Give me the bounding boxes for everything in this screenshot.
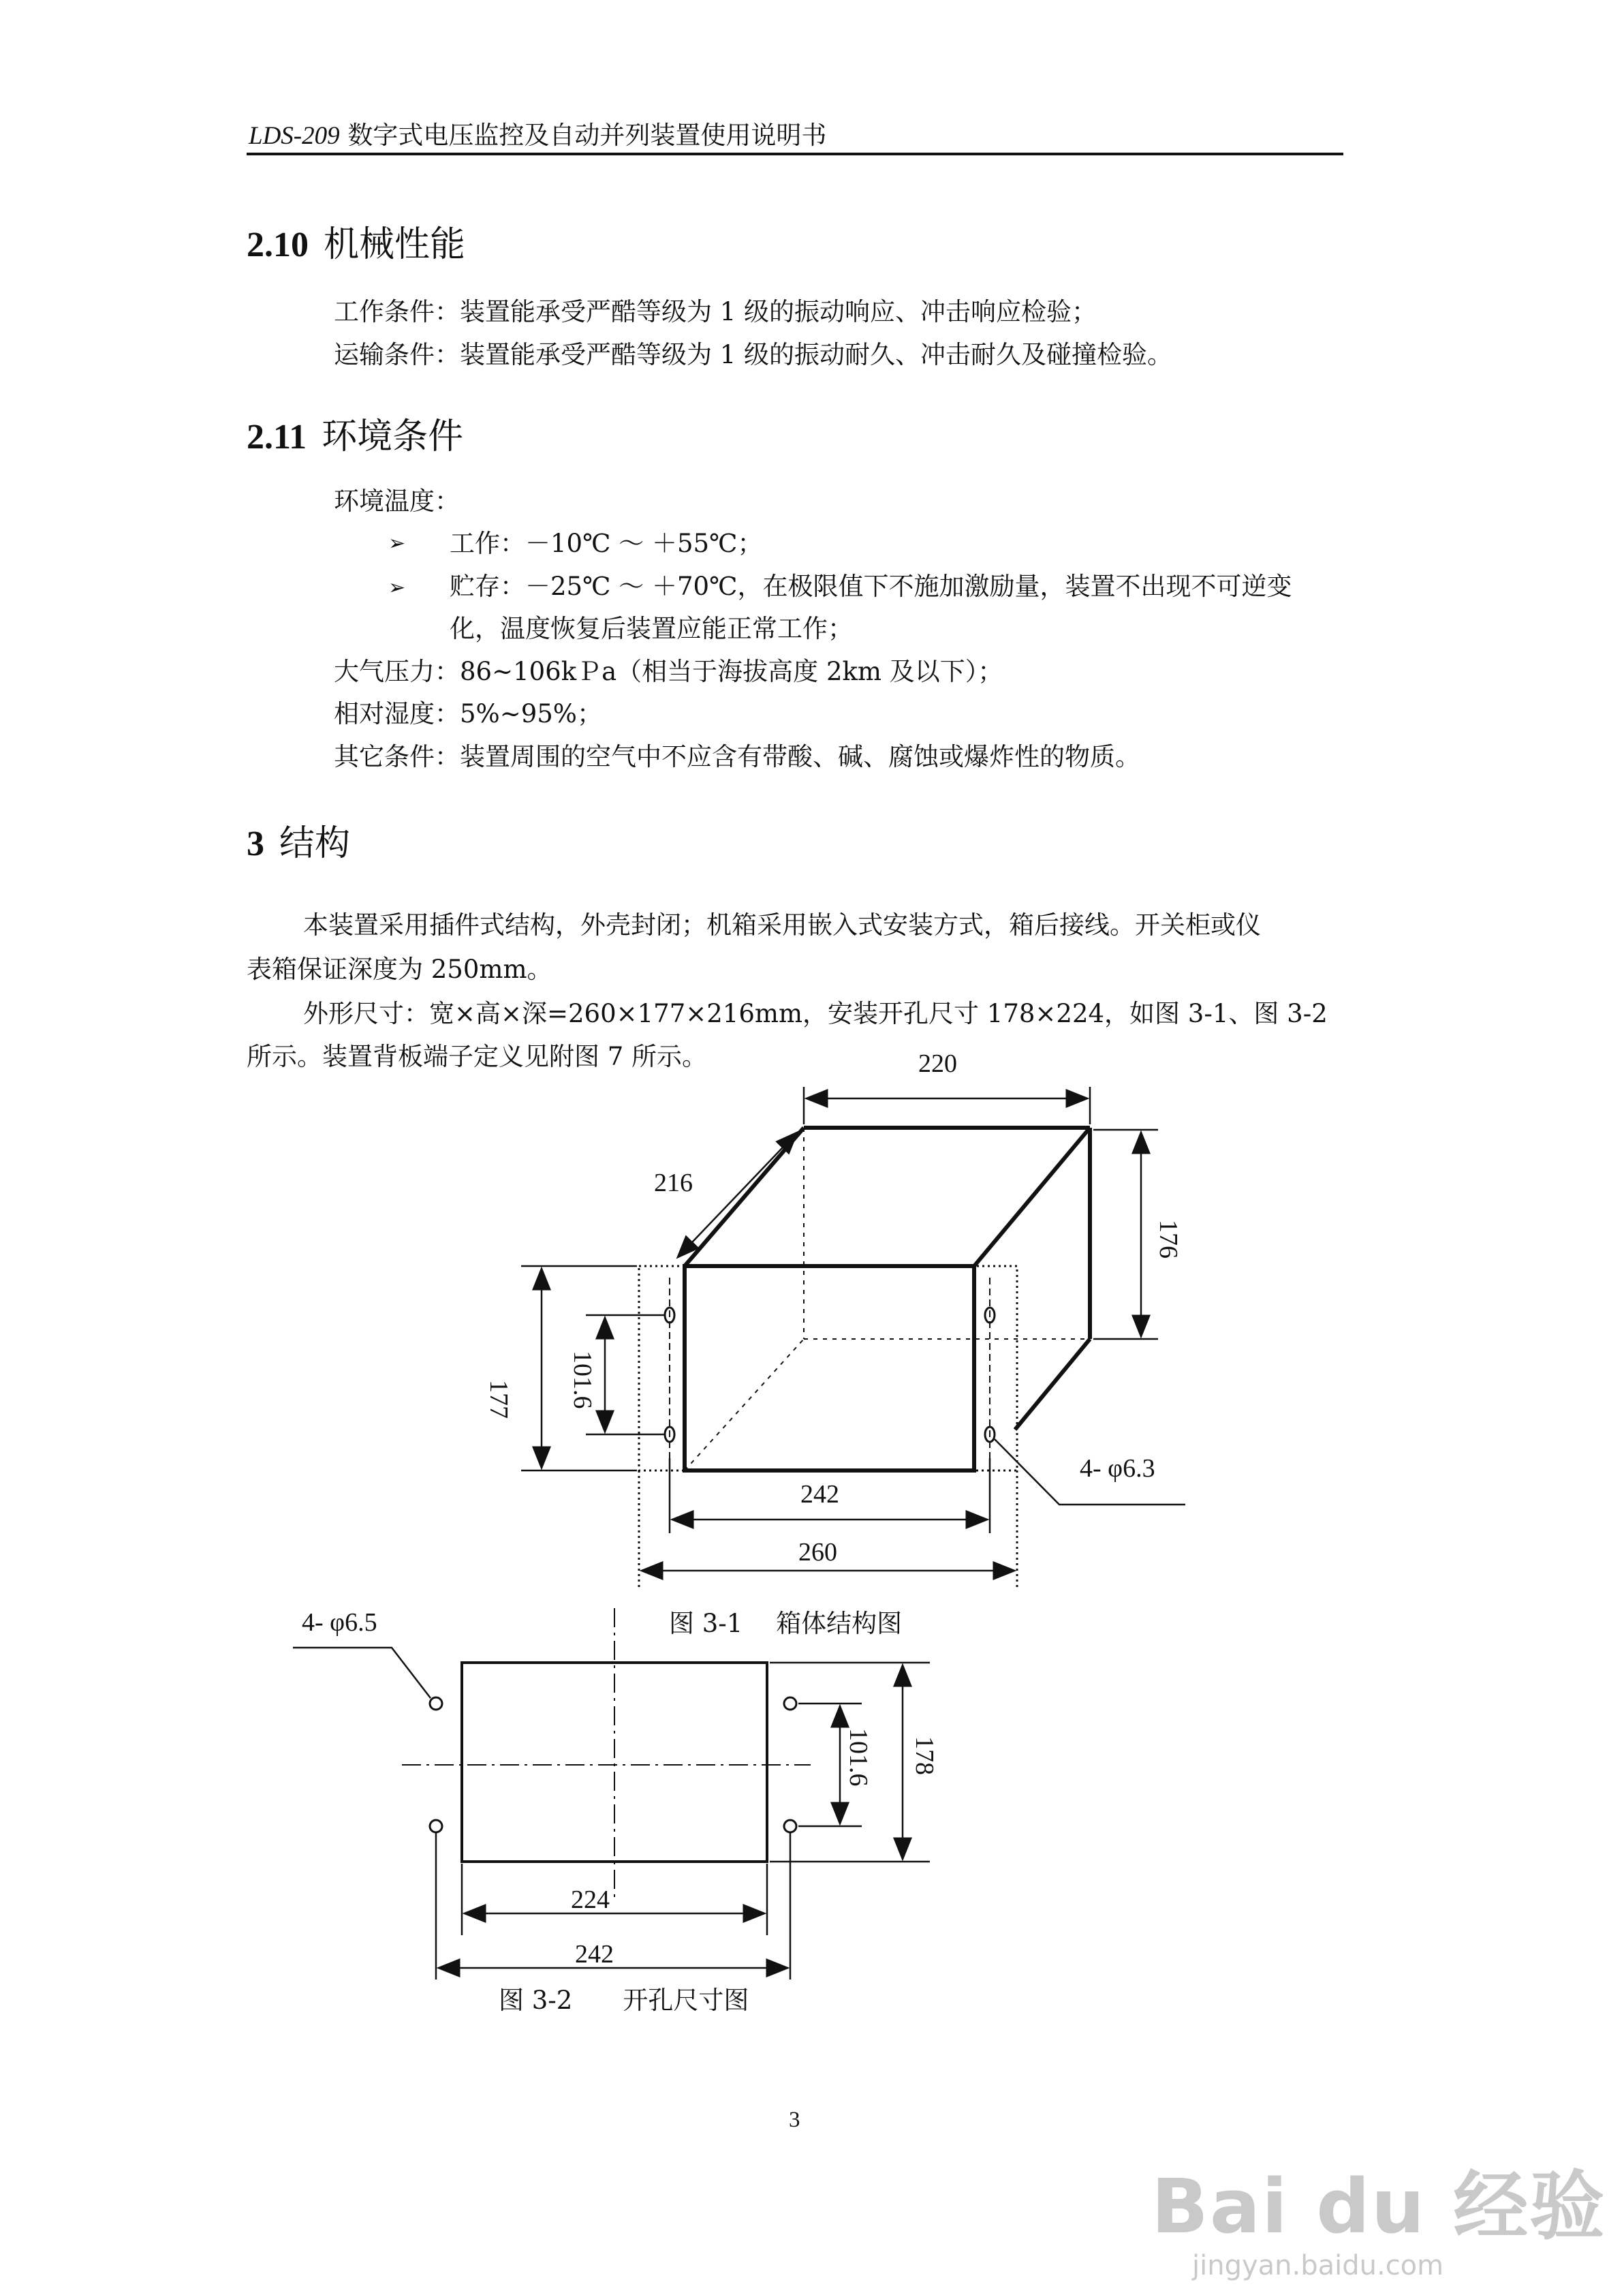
working-condition-line: 工作条件：装置能承受严酷等级为 1 级的振动响应、冲击响应检验； xyxy=(334,297,1097,326)
dimensions-paragraph-line-1: 外形尺寸：宽×高×深=260×177×216mm，安装开孔尺寸 178×224，如图 3-1、图 3-2 xyxy=(303,999,1328,1028)
dim-line-216 xyxy=(678,1133,797,1257)
box-front-face xyxy=(685,1266,974,1470)
baidu-jingyan-watermark xyxy=(1151,2146,1606,2281)
header-model: LDS-209 xyxy=(249,122,340,150)
box-hidden-edges xyxy=(685,1128,1090,1470)
structure-paragraph-line-2: 表箱保证深度为 250mm。 xyxy=(247,955,552,984)
dim-101-6-fig2-label: 101.6 xyxy=(844,1728,873,1787)
watermark-url: jingyan.baidu.com xyxy=(1192,2250,1444,2281)
dim-224-label: 224 xyxy=(571,1885,610,1914)
box-edge-bottom-right xyxy=(1015,1339,1090,1430)
hole-leader-fig2 xyxy=(293,1648,431,1698)
hole-label-fig1: 4- φ6.3 xyxy=(1080,1454,1155,1483)
structure-paragraph-line-1: 本装置采用插件式结构，外壳封闭；机箱采用嵌入式安装方式，箱后接线。开关柜或仪 xyxy=(303,910,1261,940)
section-2-10-title: 机械性能 xyxy=(324,224,466,265)
dim-220-label: 220 xyxy=(918,1049,957,1078)
dim-178-label: 178 xyxy=(910,1736,939,1775)
relative-humidity-line: 相对湿度：5%~95%； xyxy=(334,699,602,728)
header-title-text: 数字式电压监控及自动并列装置使用说明书 xyxy=(339,121,827,150)
dimensions-paragraph-line-2: 所示。装置背板端子定义见附图 7 所示。 xyxy=(247,1042,708,1071)
atmospheric-pressure-line: 大气压力：86~106kＰa（相当于海拔高度 2km 及以下）； xyxy=(334,657,1003,686)
section-2-11-title: 环境条件 xyxy=(322,416,464,457)
section-3-title: 结构 xyxy=(279,823,351,864)
dim-216-label: 216 xyxy=(654,1169,693,1197)
bullet-arrow-icon: ➢ xyxy=(388,532,406,555)
figure-3-2-cutout xyxy=(402,1608,811,1901)
dim-101-6-fig1-label: 101.6 xyxy=(568,1351,597,1409)
section-2-11-number: 2.11 xyxy=(247,418,307,457)
ambient-temperature-label: 环境温度： xyxy=(334,487,460,516)
hole-label-fig2: 4- φ6.5 xyxy=(302,1608,377,1637)
operating-temperature-item: 工作：－10℃ ～ ＋55℃； xyxy=(450,529,763,558)
figure-3-2-dimensions xyxy=(293,1648,930,1980)
dim-176-label: 176 xyxy=(1154,1220,1183,1259)
other-conditions-line: 其它条件：装置周围的空气中不应含有带酸、碱、腐蚀或爆炸性的物质。 xyxy=(334,742,1140,771)
figure-3-1-dimensions xyxy=(521,1087,1185,1571)
figure-3-2-caption: 图 3-2 开孔尺寸图 xyxy=(499,1986,749,2015)
dim-242-fig2-label: 242 xyxy=(575,1940,614,1969)
dim-242-fig1-label: 242 xyxy=(800,1480,839,1509)
page-number: 3 xyxy=(789,2108,800,2132)
watermark-brand: Bai du 经验 xyxy=(1151,2163,1606,2250)
box-edge-top-right xyxy=(974,1128,1090,1266)
dim-260-label: 260 xyxy=(798,1538,837,1567)
dim-177-label: 177 xyxy=(484,1380,513,1419)
transport-condition-line: 运输条件：装置能承受严酷等级为 1 级的振动耐久、冲击耐久及碰撞检验。 xyxy=(334,340,1173,369)
storage-temperature-item: 贮存：－25℃ ～ ＋70℃，在极限值下不施加激励量，装置不出现不可逆变 xyxy=(450,572,1292,601)
figure-3-1-caption: 图 3-1 箱体结构图 xyxy=(669,1609,903,1638)
storage-temperature-item-cont: 化，温度恢复后装置应能正常工作； xyxy=(450,614,853,643)
mounting-holes xyxy=(665,1308,995,1442)
section-3-number: 3 xyxy=(247,825,264,863)
bullet-arrow-icon: ➢ xyxy=(388,576,406,600)
box-edge-top-left xyxy=(685,1128,804,1266)
section-2-10-number: 2.10 xyxy=(247,226,309,264)
